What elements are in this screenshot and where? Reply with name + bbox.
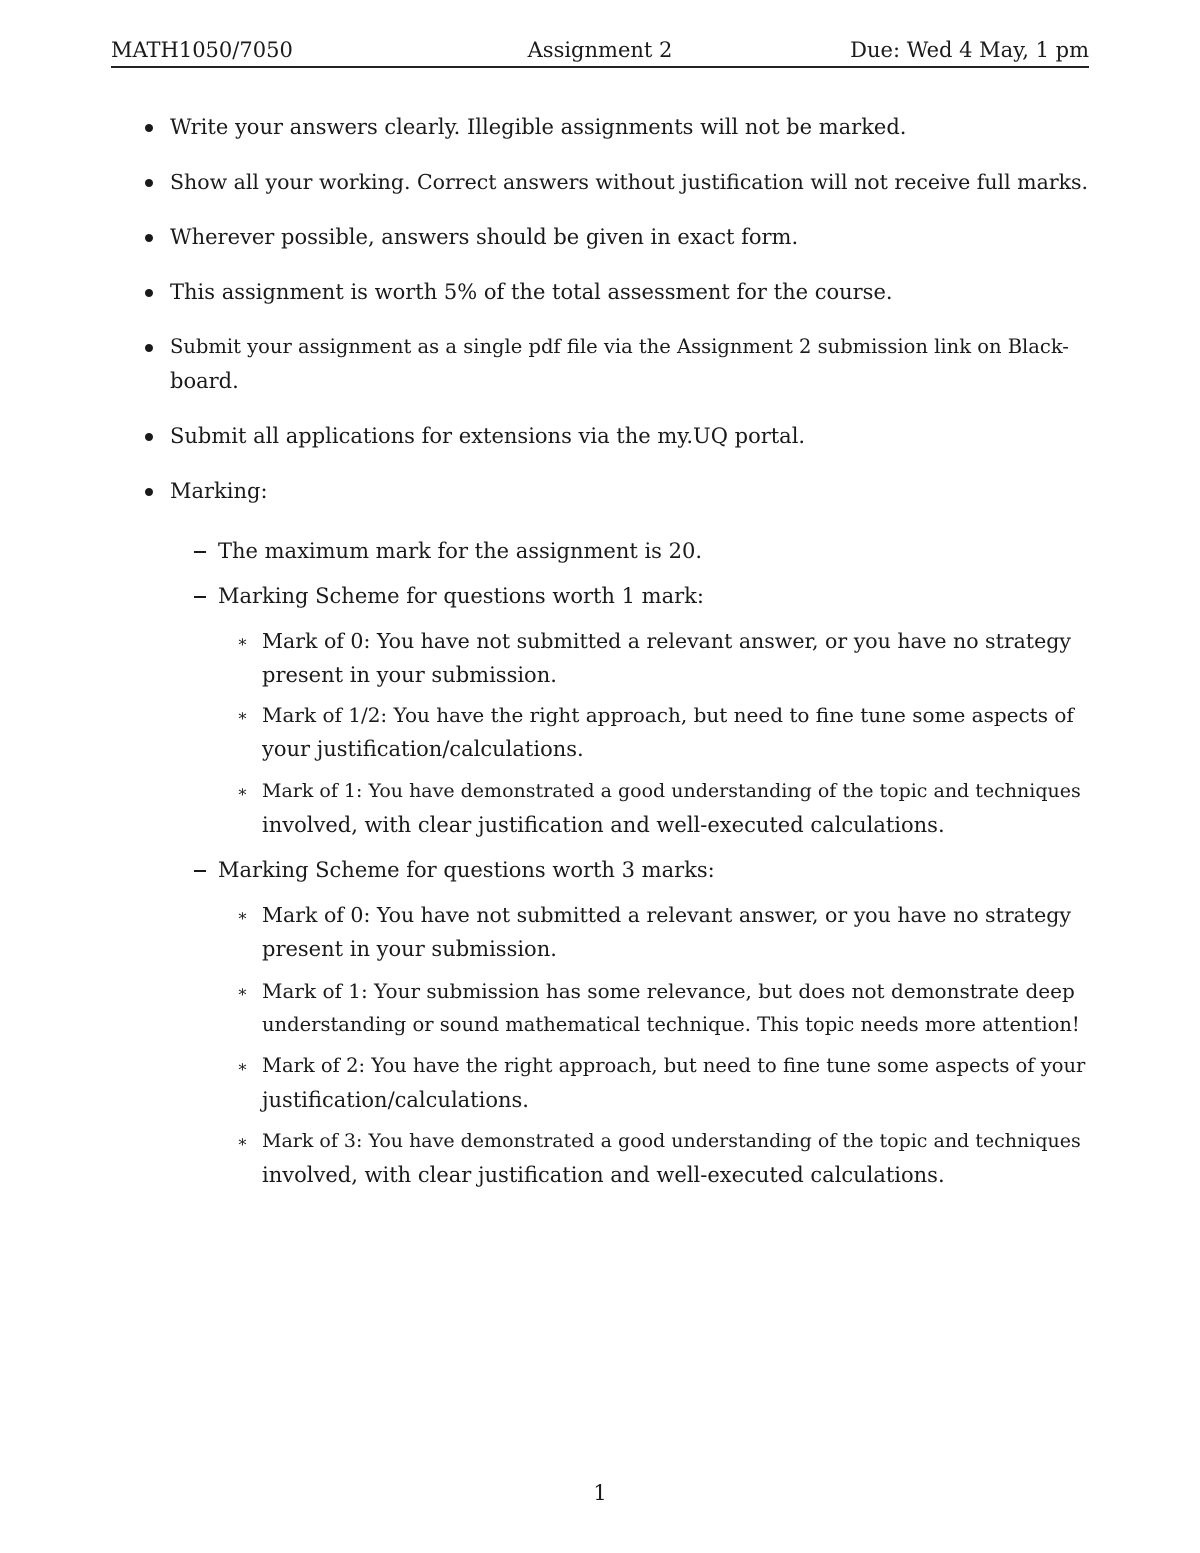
dash-icon — [194, 596, 206, 598]
max-mark-text: The maximum mark for the assignment is 20. — [218, 539, 703, 563]
scheme-3-title: Marking Scheme for questions worth 3 marks: — [218, 858, 715, 882]
scheme-1-title: Marking Scheme for questions worth 1 mark: — [218, 584, 704, 608]
due-date: Due: Wed 4 May, 1 pm — [850, 38, 1089, 62]
bullet-icon — [145, 124, 153, 132]
scheme-3-item-line: Mark of 0: You have not submitted a relevant answer, or you have no strategy — [262, 903, 1071, 927]
asterisk-icon: ∗ — [237, 706, 248, 725]
scheme-1-item-line: Mark of 1/2: You have the right approach, but need to fine tune some aspects of — [262, 703, 1074, 727]
scheme-3-item-line: understanding or sound mathematical technique. This topic needs more attention! — [262, 1013, 1080, 1036]
bullet-icon — [145, 289, 153, 297]
instruction-item-line: Submit your assignment as a single pdf file via the Assignment 2 submission link on Black- — [170, 335, 1069, 358]
dash-icon — [194, 870, 206, 872]
bullet-icon — [145, 179, 153, 187]
scheme-1-item-line: involved, with clear justification and well-executed calculations. — [262, 813, 945, 837]
scheme-1-item-line: present in your submission. — [262, 663, 557, 687]
scheme-3-item-line: present in your submission. — [262, 937, 557, 961]
dash-icon — [194, 551, 206, 553]
page-number: 1 — [593, 1481, 607, 1505]
instruction-item: This assignment is worth 5% of the total assessment for the course. — [170, 280, 893, 304]
instruction-item: Wherever possible, answers should be given in exact form. — [170, 225, 799, 249]
scheme-1-item-line: your justification/calculations. — [262, 737, 584, 761]
instruction-item: Submit all applications for extensions via the my.UQ portal. — [170, 424, 806, 448]
scheme-3-item-line: justification/calculations. — [262, 1088, 529, 1112]
header-rule — [111, 66, 1089, 68]
instruction-item-line: board. — [170, 369, 239, 393]
asterisk-icon: ∗ — [237, 782, 248, 801]
instruction-item: Show all your working. Correct answers without justification will not receive full marks. — [170, 170, 1089, 194]
scheme-1-item-line: Mark of 0: You have not submitted a relevant answer, or you have no strategy — [262, 629, 1071, 653]
instruction-item: Marking: — [170, 479, 268, 503]
page-header — [111, 36, 1089, 68]
bullet-icon — [145, 488, 153, 496]
scheme-1-item-line: Mark of 1: You have demonstrated a good understanding of the topic and techniques — [262, 780, 1081, 802]
course-code: MATH1050/7050 — [111, 38, 293, 62]
scheme-3-item-line: involved, with clear justification and well-executed calculations. — [262, 1163, 945, 1187]
asterisk-icon: ∗ — [237, 632, 248, 651]
bullet-icon — [145, 344, 153, 352]
asterisk-icon: ∗ — [237, 906, 248, 925]
bullet-icon — [145, 234, 153, 242]
asterisk-icon: ∗ — [237, 1132, 248, 1151]
asterisk-icon: ∗ — [237, 1057, 248, 1076]
scheme-3-item-line: Mark of 1: Your submission has some relevance, but does not demonstrate deep — [262, 979, 1075, 1003]
asterisk-icon: ∗ — [237, 982, 248, 1001]
instruction-item: Write your answers clearly. Illegible assignments will not be marked. — [170, 115, 907, 139]
scheme-3-item-line: Mark of 2: You have the right approach, but need to fine tune some aspects of your — [262, 1054, 1086, 1077]
scheme-3-item-line: Mark of 3: You have demonstrated a good understanding of the topic and techniques — [262, 1130, 1081, 1152]
bullet-icon — [145, 433, 153, 441]
assignment-title: Assignment 2 — [527, 38, 673, 62]
